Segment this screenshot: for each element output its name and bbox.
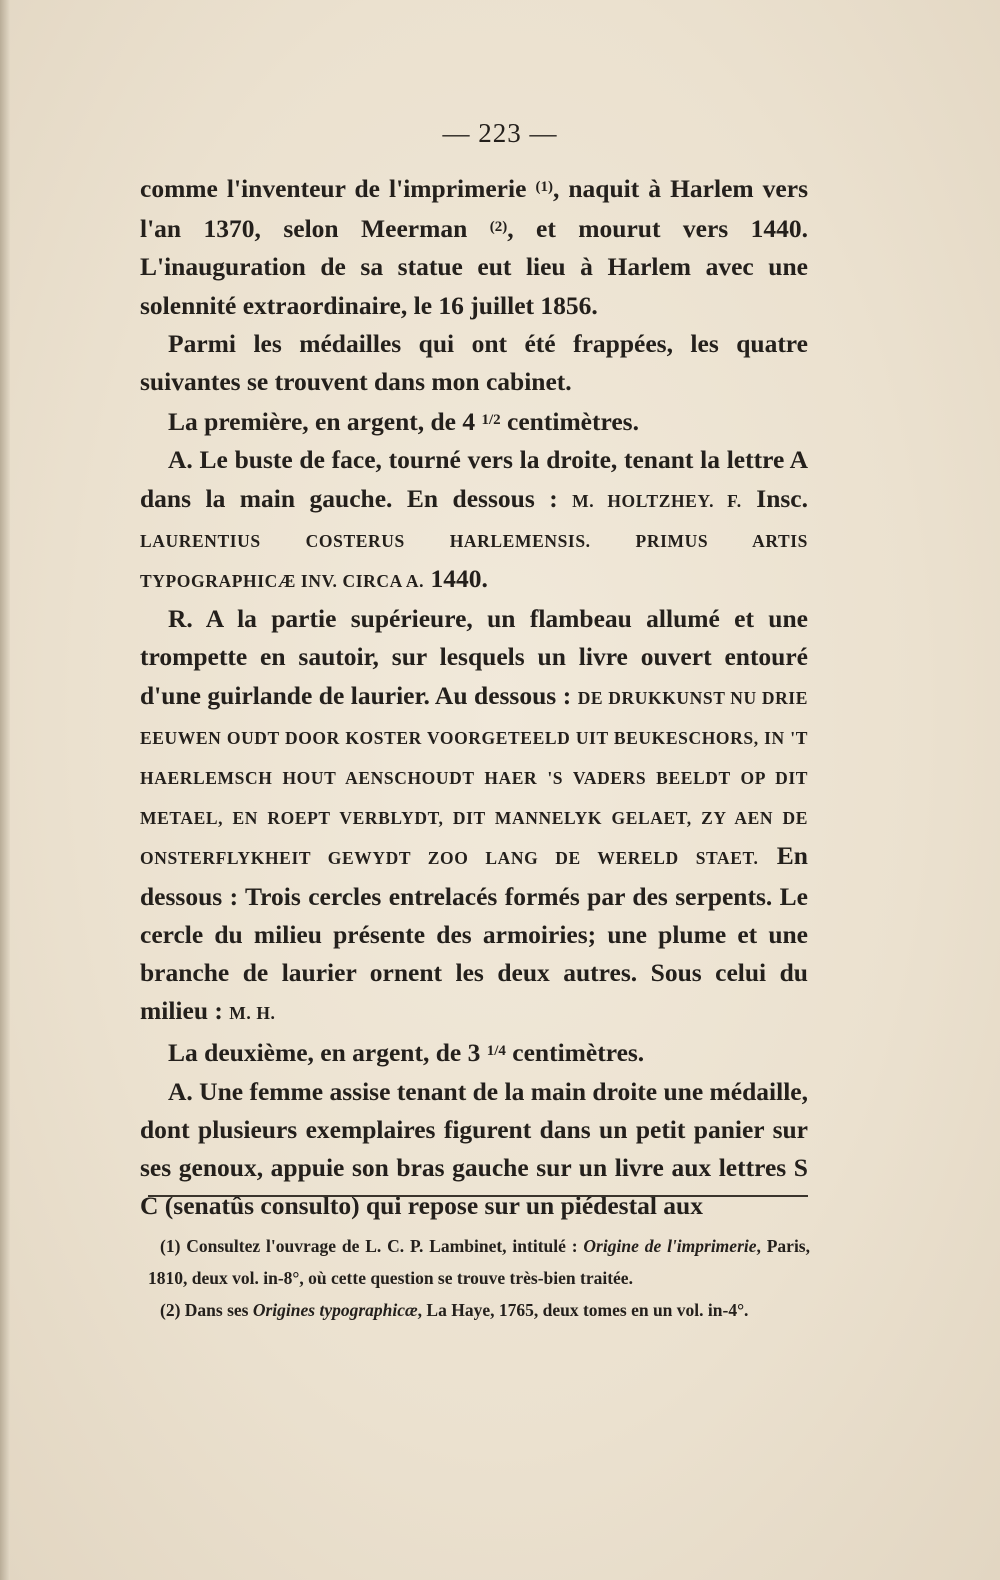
fraction: 1/4: [486, 1043, 506, 1060]
initials-inscription: M. H.: [229, 1003, 276, 1024]
book-title: Origine de l'imprimerie: [583, 1236, 757, 1256]
fraction: 1/2: [481, 412, 501, 429]
text-run: A. Le buste de face, tourné vers la droite, tenant la lettre A dans la main gauche. En dessous :: [140, 445, 808, 513]
footnotes: [148, 1230, 810, 1326]
paragraph-6: [140, 1032, 808, 1072]
text-run: , La Haye, 1765, deux tomes en un vol. in-4°.: [417, 1300, 749, 1320]
text-run: (2) Dans ses: [160, 1300, 253, 1320]
text-run: centimètres.: [505, 1038, 645, 1068]
paragraph-1: [140, 168, 808, 325]
footnote-1: [148, 1230, 810, 1294]
book-title: Origines typographicæ: [252, 1300, 418, 1320]
paragraph-2: Parmi les médailles qui ont été frappées, les quatre suivantes se trouvent dans mon cabinet.: [140, 328, 808, 397]
footnote-divider: [148, 1195, 808, 1197]
text-run: R. A la partie supérieure, un flambeau allumé et une trompette en sautoir, sur lesquels un livre ouvert entouré d'une guirlande de laurier. Au dessous :: [140, 604, 808, 710]
text-run: La deuxième, en argent, de 3: [168, 1038, 487, 1068]
text-run: , Paris, 1810, deux vol. in-8°, où cette question se trouve très-bien traitée.: [148, 1236, 810, 1288]
paragraph-7: A. Une femme assise tenant de la main droite une médaille, dont plusieurs exemplaires figurent dans un petit panier sur ses genoux, appuie son bras gauche sur un livre aux lettres S C (senatûs consulto) qui repose sur un piédestal aux: [140, 1076, 808, 1221]
page-edge-shadow: [0, 0, 10, 1580]
body-text: [140, 168, 808, 1225]
dutch-inscription: DE DRUKKUNST NU DRIE EEUWEN OUDT DOOR KOSTER VOORGETEELD UIT BEUKESCHORS, IN 'T HAERLEMSCH HOUT AENSCHOUDT HAER 'S VADERS BEELDT OP DIT METAEL, EN ROEPT VERBLYDT, DIT MANNELYK GELAET, ZY AEN DE ONSTERFLYKHEIT GEWYDT ZOO LANG DE WERELD STAET.: [140, 687, 808, 869]
footnote-ref-2: (2): [489, 219, 508, 236]
text-run: , et mourut vers 1440. L'inauguration de sa statue eut lieu à Harlem avec une solennité extraordinaire, le 16 juillet 1856.: [140, 214, 808, 320]
text-run: 1440.: [424, 564, 488, 594]
text-run: (1) Consultez l'ouvrage de L. C. P. Lambinet, intitulé :: [160, 1236, 584, 1256]
text-run: centimètres.: [500, 407, 639, 437]
paragraph-3: [140, 401, 808, 441]
latin-inscription: LAURENTIUS COSTERUS HARLEMENSIS. PRIMUS ARTIS TYPOGRAPHICÆ INV. CIRCA A.: [140, 530, 808, 592]
page-number: — 223 —: [442, 118, 558, 148]
text-run: En dessous : Trois cercles entrelacés formés par des serpents. Le cercle du milieu présente des armoiries; une plume et une branche de laurier ornent les deux autres. Sous celui du milieu :: [140, 841, 808, 1026]
text-run: La première, en argent, de 4: [168, 407, 482, 437]
text-run: Insc.: [741, 483, 808, 513]
text-run: , naquit à Harlem vers l'an 1370, selon Meerman: [140, 174, 808, 244]
paragraph-5: [140, 600, 808, 1032]
engraver-inscription: M. HOLTZHEY. F.: [572, 490, 742, 511]
paragraph-4: [140, 441, 808, 600]
footnote-ref-1: (1): [535, 179, 553, 195]
footnote-2: [148, 1294, 810, 1326]
text-run: comme l'inventeur de l'imprimerie: [140, 174, 536, 203]
